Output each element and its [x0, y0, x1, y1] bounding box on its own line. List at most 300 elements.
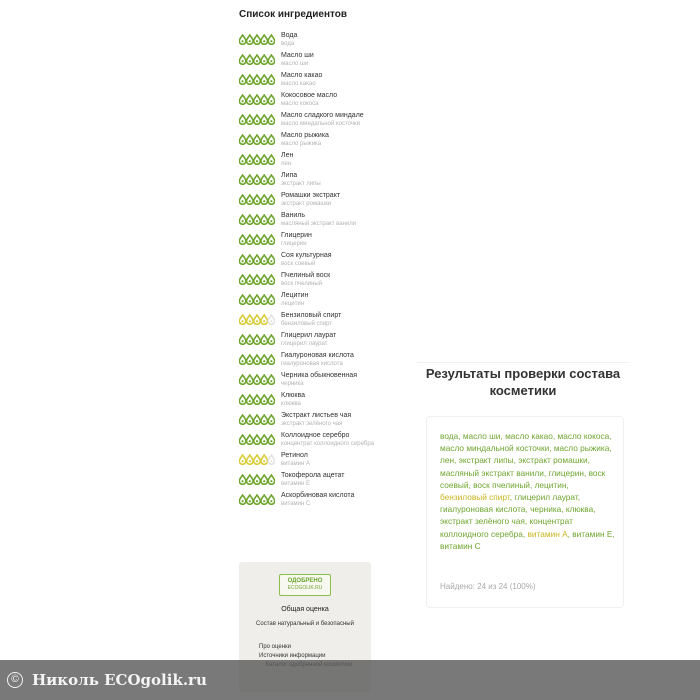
- drop-icon: [254, 135, 261, 144]
- drop-icon-core: [263, 200, 265, 202]
- drop-icon-core: [242, 400, 244, 402]
- drop-icon: [261, 455, 268, 464]
- drop-icon: [247, 355, 254, 364]
- drop-icon: [254, 295, 261, 304]
- drop-icon-core: [263, 80, 265, 82]
- ingredient-name: Бензиловый спирт: [281, 312, 342, 319]
- drop-icon-core: [249, 180, 251, 182]
- result-ingredient[interactable]: масло кокоса: [557, 431, 610, 441]
- drop-icon-core: [249, 40, 251, 42]
- drop-icon-core: [256, 320, 258, 322]
- drop-icon: [254, 155, 261, 164]
- ingredient-row[interactable]: [239, 152, 374, 172]
- drop-icon: [261, 415, 268, 424]
- drop-icon-core: [249, 260, 251, 262]
- ingredient-text: [281, 412, 374, 428]
- drop-icon: [268, 95, 275, 104]
- ingredient-text: [281, 112, 374, 128]
- drop-icon: [239, 335, 246, 344]
- drop-icon-core: [270, 260, 272, 262]
- drop-icon-core: [256, 300, 258, 302]
- result-ingredient[interactable]: витамин Е: [572, 528, 613, 539]
- drop-icon-core: [256, 60, 258, 62]
- ingredient-text: [281, 492, 374, 508]
- drop-icon: [254, 175, 261, 184]
- drop-icon-core: [249, 320, 251, 322]
- result-ingredient[interactable]: концентрат коллоидного серебра: [440, 516, 573, 539]
- drop-icon-core: [256, 380, 258, 382]
- ingredient-row[interactable]: [239, 332, 374, 352]
- drop-icon-core: [242, 180, 244, 182]
- drop-icon-core: [256, 140, 258, 142]
- drop-icon: [268, 115, 275, 124]
- watermark-text: Николь ECOgolik.ru: [32, 671, 207, 689]
- drop-icon-core: [263, 400, 265, 402]
- ingredient-name: Кокосовое масло: [281, 92, 338, 99]
- ingredient-text: [281, 312, 374, 328]
- drop-icon: [261, 215, 268, 224]
- drop-icon-core: [249, 440, 251, 442]
- drop-icon: [268, 415, 275, 424]
- drop-icon: [261, 115, 268, 124]
- ingredient-text: [281, 472, 374, 488]
- drop-icon-core: [249, 380, 251, 382]
- drop-icon-core: [256, 480, 258, 482]
- drop-icon-core: [249, 100, 251, 102]
- ingredient-row[interactable]: [239, 92, 374, 112]
- result-ingredient[interactable]: масло миндальной косточки: [440, 443, 550, 454]
- ingredient-inci: вода: [281, 41, 295, 47]
- drop-icon: [261, 375, 268, 384]
- ingredient-text: [281, 292, 374, 308]
- ingredient-name: Липа: [281, 172, 298, 179]
- result-ingredient[interactable]: воск пчелиный: [473, 479, 530, 490]
- result-ingredient[interactable]: гиалуроновая кислота: [440, 504, 526, 515]
- drop-icon: [254, 55, 261, 64]
- drop-icon-core: [256, 100, 258, 102]
- result-ingredient[interactable]: глицерил лаурат: [514, 492, 578, 503]
- drop-icon: [239, 355, 246, 364]
- drop-icon: [268, 75, 275, 84]
- drop-icon-core: [270, 240, 272, 242]
- drop-icon: [247, 375, 254, 384]
- drop-icon-core: [242, 460, 244, 462]
- ingredient-text: [281, 432, 374, 448]
- rating-drops: [239, 95, 281, 105]
- drop-icon: [239, 395, 246, 404]
- drop-icon-core: [249, 240, 251, 242]
- ingredient-inci: воск пчелиный: [281, 281, 323, 287]
- rating-drops: [239, 475, 281, 485]
- drop-icon: [254, 395, 261, 404]
- drop-icon-core: [263, 340, 265, 342]
- drop-icon: [254, 315, 261, 324]
- drop-icon: [268, 235, 275, 244]
- ingredient-name: Ваниль: [281, 212, 306, 219]
- ingredient-name: Масло ши: [281, 52, 314, 59]
- drop-icon-core: [263, 160, 265, 162]
- ingredient-inci: витамин Е: [281, 481, 311, 487]
- ingredient-row[interactable]: [239, 412, 374, 432]
- drop-icon-core: [242, 280, 244, 282]
- drop-icon-core: [263, 320, 265, 322]
- ingredient-name: Черника обыкновенная: [281, 372, 357, 379]
- ingredient-row[interactable]: [239, 232, 374, 252]
- drop-icon: [261, 235, 268, 244]
- result-ingredient[interactable]: лен: [440, 455, 455, 466]
- result-ingredient[interactable]: лецитин: [534, 479, 567, 490]
- drop-icon: [254, 255, 261, 264]
- drop-icon: [239, 315, 246, 324]
- ingredient-inci: масло какао: [281, 81, 316, 87]
- drop-icon-core: [270, 420, 272, 422]
- ingredient-list: [239, 32, 374, 512]
- drop-icon-core: [270, 200, 272, 202]
- drop-icon: [268, 175, 275, 184]
- drop-icon: [247, 135, 254, 144]
- drop-icon-core: [242, 380, 244, 382]
- drop-icon-core: [256, 500, 258, 502]
- ingredient-text: [281, 192, 374, 208]
- rating-drops: [239, 75, 281, 85]
- drop-icon: [247, 315, 254, 324]
- result-ingredient[interactable]: экстракт ромашки: [518, 455, 588, 466]
- ingredient-text: [281, 452, 374, 468]
- drop-icon-core: [242, 140, 244, 142]
- ingredient-row[interactable]: [239, 172, 374, 192]
- ingredient-row[interactable]: [239, 452, 374, 472]
- ingredient-row[interactable]: [239, 132, 374, 152]
- drop-icon: [261, 135, 268, 144]
- drop-icon-core: [263, 500, 265, 502]
- rating-drops: [239, 115, 281, 125]
- result-ingredient[interactable]: бензиловый спирт: [440, 492, 510, 503]
- result-ingredient[interactable]: глицерин: [548, 467, 584, 478]
- ingredient-text: [281, 72, 374, 88]
- ingredient-name: Масло рыжика: [281, 132, 329, 139]
- result-ingredient[interactable]: масло ши: [462, 431, 501, 441]
- rating-drops: [239, 495, 281, 505]
- drop-icon: [261, 435, 268, 444]
- drop-icon: [254, 215, 261, 224]
- rating-drops: [239, 235, 281, 245]
- drop-icon-core: [242, 80, 244, 82]
- drop-icon: [254, 195, 261, 204]
- result-ingredient[interactable]: воск соевый: [440, 467, 606, 490]
- drop-icon-core: [256, 120, 258, 122]
- rating-drops: [239, 295, 281, 305]
- ingredient-inci: черника: [281, 381, 304, 387]
- ingredient-row[interactable]: [239, 252, 374, 272]
- drop-icon: [239, 195, 246, 204]
- drop-icon-core: [270, 80, 272, 82]
- ingredient-row[interactable]: [239, 292, 374, 312]
- drop-icon: [268, 315, 275, 324]
- drop-icon-core: [256, 440, 258, 442]
- result-ingredient[interactable]: клюква: [565, 504, 594, 515]
- drop-icon: [247, 475, 254, 484]
- ingredient-text: [281, 252, 374, 268]
- drop-icon: [247, 495, 254, 504]
- drop-icon-core: [263, 240, 265, 242]
- drop-icon: [239, 115, 246, 124]
- drop-icon: [268, 155, 275, 164]
- ingredient-text: [281, 212, 374, 228]
- drop-icon-core: [249, 60, 251, 62]
- drop-icon-core: [256, 180, 258, 182]
- drop-icon-core: [270, 500, 272, 502]
- ingredient-text: [281, 232, 374, 248]
- drop-icon: [261, 495, 268, 504]
- result-ingredient[interactable]: витамин С: [440, 540, 481, 551]
- rating-drops: [239, 435, 281, 445]
- drop-icon-core: [270, 320, 272, 322]
- drop-icon: [247, 95, 254, 104]
- ingredient-text: [281, 52, 374, 68]
- drop-icon-core: [270, 300, 272, 302]
- drop-icon-core: [263, 440, 265, 442]
- drop-icon: [268, 295, 275, 304]
- drop-icon: [268, 355, 275, 364]
- approved-stamp: [279, 574, 331, 596]
- link-info-sources[interactable]: Источники информации: [259, 653, 326, 659]
- drop-icon-core: [249, 220, 251, 222]
- drop-icon: [239, 155, 246, 164]
- drop-icon-core: [249, 120, 251, 122]
- drop-icon: [254, 115, 261, 124]
- ingredient-inci: витамин А: [281, 461, 311, 467]
- rating-drops: [239, 135, 281, 145]
- drop-icon-core: [270, 460, 272, 462]
- ingredient-name: Масло сладкого миндале: [281, 112, 364, 119]
- drop-icon: [247, 415, 254, 424]
- ingredient-text: [281, 172, 374, 188]
- drop-icon: [261, 55, 268, 64]
- ingredients-title: Список ингредиентов: [239, 9, 348, 20]
- ingredient-row[interactable]: [239, 492, 374, 512]
- drop-icon: [239, 35, 246, 44]
- drop-icon: [239, 235, 246, 244]
- drop-icon-core: [256, 40, 258, 42]
- overall-description: Состав натуральный и безопасный: [256, 621, 354, 627]
- drop-icon: [239, 295, 246, 304]
- ingredient-name: Клюква: [281, 392, 306, 399]
- drop-icon: [261, 335, 268, 344]
- drop-icon-core: [263, 280, 265, 282]
- link-about-ratings[interactable]: Про оценки: [259, 644, 291, 650]
- drop-icon-core: [242, 120, 244, 122]
- ingredient-inci: клюква: [281, 401, 301, 407]
- ingredient-row[interactable]: [239, 392, 374, 412]
- drop-icon-core: [263, 120, 265, 122]
- rating-drops: [239, 315, 281, 325]
- rating-drops: [239, 175, 281, 185]
- ingredient-row[interactable]: [239, 212, 374, 232]
- drop-icon-core: [249, 460, 251, 462]
- ingredient-row[interactable]: [239, 72, 374, 92]
- drop-icon-core: [270, 340, 272, 342]
- drop-icon: [268, 375, 275, 384]
- drop-icon-core: [242, 260, 244, 262]
- drop-icon-core: [242, 320, 244, 322]
- ingredient-name: Пчелиный воск: [281, 272, 331, 279]
- ingredient-name: Коллоидное серебро: [281, 432, 350, 439]
- ingredient-inci: экстракт липы: [281, 181, 321, 187]
- drop-icon: [239, 475, 246, 484]
- drop-icon-core: [263, 60, 265, 62]
- drop-icon-core: [242, 360, 244, 362]
- drop-icon-core: [242, 160, 244, 162]
- drop-icon: [239, 495, 246, 504]
- ingredient-name: Ромашки экстракт: [281, 192, 341, 199]
- drop-icon-core: [270, 380, 272, 382]
- drop-icon-core: [263, 140, 265, 142]
- drop-icon: [268, 215, 275, 224]
- drop-icon: [261, 395, 268, 404]
- ingredient-inci: масло рыжика: [281, 141, 322, 147]
- ingredient-inci: гиалуроновая кислота: [281, 361, 343, 367]
- drop-icon: [268, 435, 275, 444]
- drop-icon-core: [242, 480, 244, 482]
- drop-icon-core: [256, 80, 258, 82]
- drop-icon: [261, 315, 268, 324]
- drop-icon: [247, 235, 254, 244]
- drop-icon-core: [263, 480, 265, 482]
- drop-icon: [239, 135, 246, 144]
- drop-icon-core: [270, 360, 272, 362]
- drop-icon: [268, 195, 275, 204]
- drop-icon-core: [256, 360, 258, 362]
- ingredient-row[interactable]: [239, 472, 374, 492]
- ingredient-row[interactable]: [239, 52, 374, 72]
- drop-icon: [254, 435, 261, 444]
- ingredient-inci: масляный экстракт ванили: [281, 221, 357, 227]
- ingredient-inci: бензиловый спирт: [281, 321, 333, 327]
- ingredient-row[interactable]: [239, 432, 374, 452]
- ingredient-row[interactable]: [239, 32, 374, 52]
- result-ingredient[interactable]: вода: [440, 431, 459, 441]
- drop-icon-core: [249, 300, 251, 302]
- drop-icon: [268, 335, 275, 344]
- ingredient-row[interactable]: [239, 192, 374, 212]
- result-ingredient[interactable]: масло какао: [505, 431, 553, 441]
- drop-icon: [268, 275, 275, 284]
- drop-icon: [268, 455, 275, 464]
- drop-icon: [247, 275, 254, 284]
- drop-icon-core: [249, 360, 251, 362]
- rating-drops: [239, 215, 281, 225]
- result-ingredient[interactable]: масло рыжика: [553, 443, 610, 454]
- copyright-icon: ©: [7, 672, 23, 688]
- drop-icon: [254, 335, 261, 344]
- ingredient-name: Соя культурная: [281, 252, 332, 259]
- drop-icon: [239, 255, 246, 264]
- drop-icon-core: [263, 180, 265, 182]
- result-ingredient[interactable]: черника: [530, 504, 562, 515]
- result-ingredient[interactable]: масляный экстракт ванили: [440, 467, 544, 478]
- drop-icon: [254, 75, 261, 84]
- result-ingredient[interactable]: экстракт зелёного чая: [440, 516, 525, 527]
- ingredient-inci: витамин С: [281, 501, 311, 507]
- rating-drops: [239, 275, 281, 285]
- drop-icon: [254, 355, 261, 364]
- drop-icon-core: [256, 260, 258, 262]
- ingredient-name: Лецитин: [281, 292, 309, 299]
- drop-icon-core: [263, 460, 265, 462]
- drop-icon-core: [249, 420, 251, 422]
- drop-icon-core: [256, 240, 258, 242]
- drop-icon: [254, 235, 261, 244]
- drop-icon: [261, 75, 268, 84]
- drop-icon-core: [256, 340, 258, 342]
- drop-icon-core: [242, 100, 244, 102]
- drop-icon-core: [256, 400, 258, 402]
- drop-icon: [268, 475, 275, 484]
- drop-icon-core: [256, 200, 258, 202]
- drop-icon-core: [249, 280, 251, 282]
- drop-icon-core: [263, 40, 265, 42]
- result-ingredient[interactable]: витамин А: [527, 528, 568, 539]
- ingredient-inci: лен: [281, 161, 292, 167]
- drop-icon: [254, 495, 261, 504]
- drop-icon: [268, 255, 275, 264]
- drop-icon: [268, 135, 275, 144]
- drop-icon-core: [263, 300, 265, 302]
- ingredient-name: Ретинол: [281, 452, 308, 459]
- drop-icon: [247, 195, 254, 204]
- drop-icon-core: [242, 240, 244, 242]
- ingredient-text: [281, 92, 374, 108]
- ingredient-inci: воск соевый: [281, 261, 316, 267]
- ingredient-row[interactable]: [239, 272, 374, 292]
- drop-icon-core: [270, 120, 272, 122]
- ingredient-name: Токоферола ацетат: [281, 472, 345, 479]
- rating-drops: [239, 195, 281, 205]
- rating-drops: [239, 415, 281, 425]
- ingredient-text: [281, 352, 374, 368]
- drop-icon: [239, 455, 246, 464]
- ingredient-name: Масло какао: [281, 72, 323, 79]
- drop-icon: [247, 335, 254, 344]
- result-ingredient[interactable]: экстракт липы: [458, 455, 514, 466]
- ingredient-row[interactable]: [239, 112, 374, 132]
- ingredient-row[interactable]: [239, 372, 374, 392]
- results-divider: [417, 362, 630, 363]
- ingredient-name: Гиалуроновая кислота: [281, 352, 354, 359]
- drop-icon: [254, 475, 261, 484]
- ingredient-inci: масло ши: [281, 61, 309, 67]
- drop-icon: [247, 435, 254, 444]
- drop-icon: [261, 295, 268, 304]
- drop-icon-core: [242, 440, 244, 442]
- drop-icon: [261, 175, 268, 184]
- drop-icon-core: [263, 380, 265, 382]
- drop-icon-core: [242, 420, 244, 422]
- drop-icon-core: [270, 400, 272, 402]
- drop-icon: [239, 175, 246, 184]
- drop-icon: [247, 75, 254, 84]
- ingredient-row[interactable]: [239, 352, 374, 372]
- drop-icon-core: [270, 160, 272, 162]
- ingredient-row[interactable]: [239, 312, 374, 332]
- ingredient-text: [281, 32, 374, 48]
- drop-icon: [254, 375, 261, 384]
- drop-icon-core: [263, 260, 265, 262]
- ingredient-text: [281, 152, 374, 168]
- drop-icon: [247, 215, 254, 224]
- drop-icon-core: [249, 400, 251, 402]
- drop-icon-core: [249, 500, 251, 502]
